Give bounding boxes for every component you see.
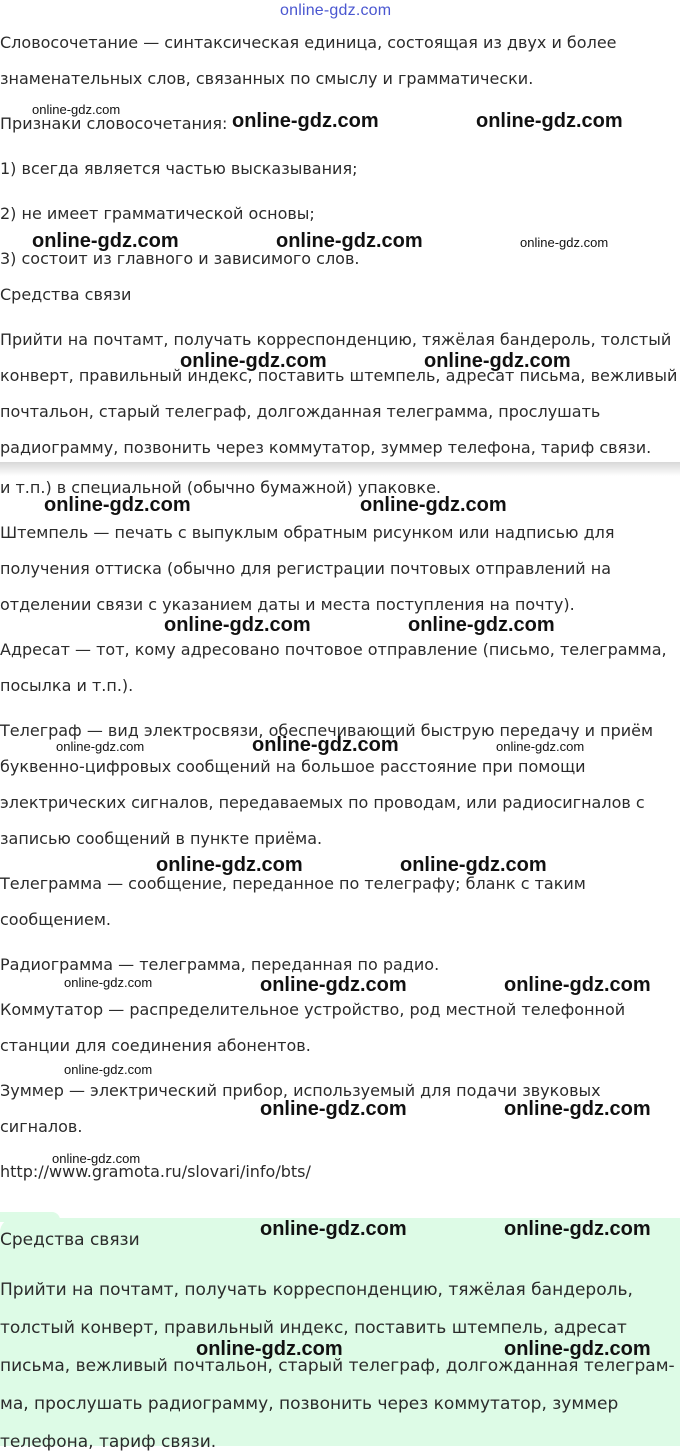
text-line: ма, прослушать радиограмму, позвонить через коммутатор, зуммер (0, 1394, 619, 1414)
text-line: посылка и т.п.). (0, 676, 134, 695)
text-line: Зуммер — электрический прибор, используемый для подачи звуковых (0, 1081, 601, 1100)
watermark: online-gdz.com (164, 614, 311, 636)
text-line: Адресат — тот, кому адресовано почтовое отправление (письмо, телеграмма, (0, 640, 667, 659)
list-item: 3) состоит из главного и зависимого слов. (0, 249, 360, 268)
text-line: Радиограмма — телеграмма, переданная по радио. (0, 955, 440, 974)
watermark: online-gdz.com (260, 974, 407, 996)
text-line: сигналов. (0, 1117, 83, 1136)
text-line: Прийти на почтамт, получать корреспонденцию, тяжёлая бандероль, (0, 1280, 633, 1300)
watermark: online-gdz.com (504, 974, 651, 996)
list-item: 2) не имеет грамматической основы; (0, 204, 315, 223)
watermark: online-gdz.com (64, 1062, 153, 1077)
text-line: станции для соединения абонентов. (0, 1036, 311, 1055)
watermark: online-gdz.com (400, 854, 547, 876)
text-line: сообщением. (0, 910, 112, 929)
source-link[interactable]: http://www.gramota.ru/slovari/info/bts/ (0, 1162, 311, 1181)
watermark: online-gdz.com (276, 230, 423, 252)
watermark: online-gdz.com (32, 102, 121, 117)
section-divider-shadow (0, 462, 680, 476)
watermark: online-gdz.com (156, 854, 303, 876)
text-line: Телеграф — вид электросвязи, обеспечивающий быструю передачу и приём (0, 721, 654, 740)
text-line: Штемпель — печать с выпуклым обратным рисунком или надписью для (0, 523, 615, 542)
section-heading: Средства связи (0, 1230, 140, 1250)
text-line: почтальон, старый телеграф, долгожданная телеграмма, прослушать (0, 402, 601, 421)
watermark: online-gdz.com (408, 614, 555, 636)
text-line: и т.п.) в специальной (обычно бумажной) упаковке. (0, 478, 441, 497)
text-line: получения оттиска (обычно для регистрации почтовых отправлений на (0, 559, 612, 578)
watermark: online-gdz.com (476, 110, 623, 132)
watermark: online-gdz.com (196, 1338, 343, 1360)
watermark: online-gdz.com (44, 494, 191, 516)
watermark: online-gdz.com (520, 235, 609, 250)
text-line: Телеграмма — сообщение, переданное по телеграфу; бланк с таким (0, 874, 586, 893)
watermark: online-gdz.com (232, 110, 379, 132)
section-heading: Средства связи (0, 285, 132, 304)
text-line: Словосочетание — синтаксическая единица, состоящая из двух и более (0, 33, 617, 52)
text-line: телефона, тариф связи. (0, 1432, 217, 1452)
watermark: online-gdz.com (32, 230, 179, 252)
watermark-header: online-gdz.com (280, 2, 392, 19)
text-line: отделении связи с указанием даты и места поступления на почту). (0, 595, 575, 614)
watermark: online-gdz.com (504, 1218, 651, 1240)
watermark: online-gdz.com (260, 1098, 407, 1120)
text-line: Прийти на почтамт, получать корреспонденцию, тяжёлая бандероль, толстый (0, 330, 672, 349)
watermark: online-gdz.com (504, 1098, 651, 1120)
list-item: 1) всегда является частью высказывания; (0, 159, 358, 178)
text-line: записью сообщений в пункте приёма. (0, 829, 323, 848)
watermark: online-gdz.com (360, 494, 507, 516)
text-line: Коммутатор — распределительное устройство, род местной телефонной (0, 1000, 626, 1019)
text-line: буквенно-цифровых сообщений на большое расстояние при помощи (0, 757, 586, 776)
watermark: online-gdz.com (260, 1218, 407, 1240)
watermark: online-gdz.com (496, 739, 585, 754)
text-line: знаменательных слов, связанных по смыслу и грамматически. (0, 69, 534, 88)
watermark: online-gdz.com (56, 739, 145, 754)
text-line: конверт, правильный индекс, поставить штемпель, адресат письма, вежливый (0, 366, 678, 385)
text-line: толстый конверт, правильный индекс, поставить штемпель, адресат (0, 1318, 627, 1338)
text-line: электрических сигналов, передаваемых по проводам, или радиосигналов с (0, 793, 645, 812)
watermark: online-gdz.com (504, 1338, 651, 1360)
text-line: письма, вежливый почтальон, старый телеграф, долгожданная телеграм- (0, 1356, 675, 1376)
watermark: online-gdz.com (180, 350, 327, 372)
text-line: Признаки словосочетания: (0, 114, 228, 133)
text-line: радиограмму, позвонить через коммутатор, зуммер телефона, тариф связи. (0, 438, 652, 457)
watermark: online-gdz.com (52, 1151, 141, 1166)
watermark: online-gdz.com (424, 350, 571, 372)
watermark: online-gdz.com (252, 734, 399, 756)
watermark: online-gdz.com (64, 975, 153, 990)
